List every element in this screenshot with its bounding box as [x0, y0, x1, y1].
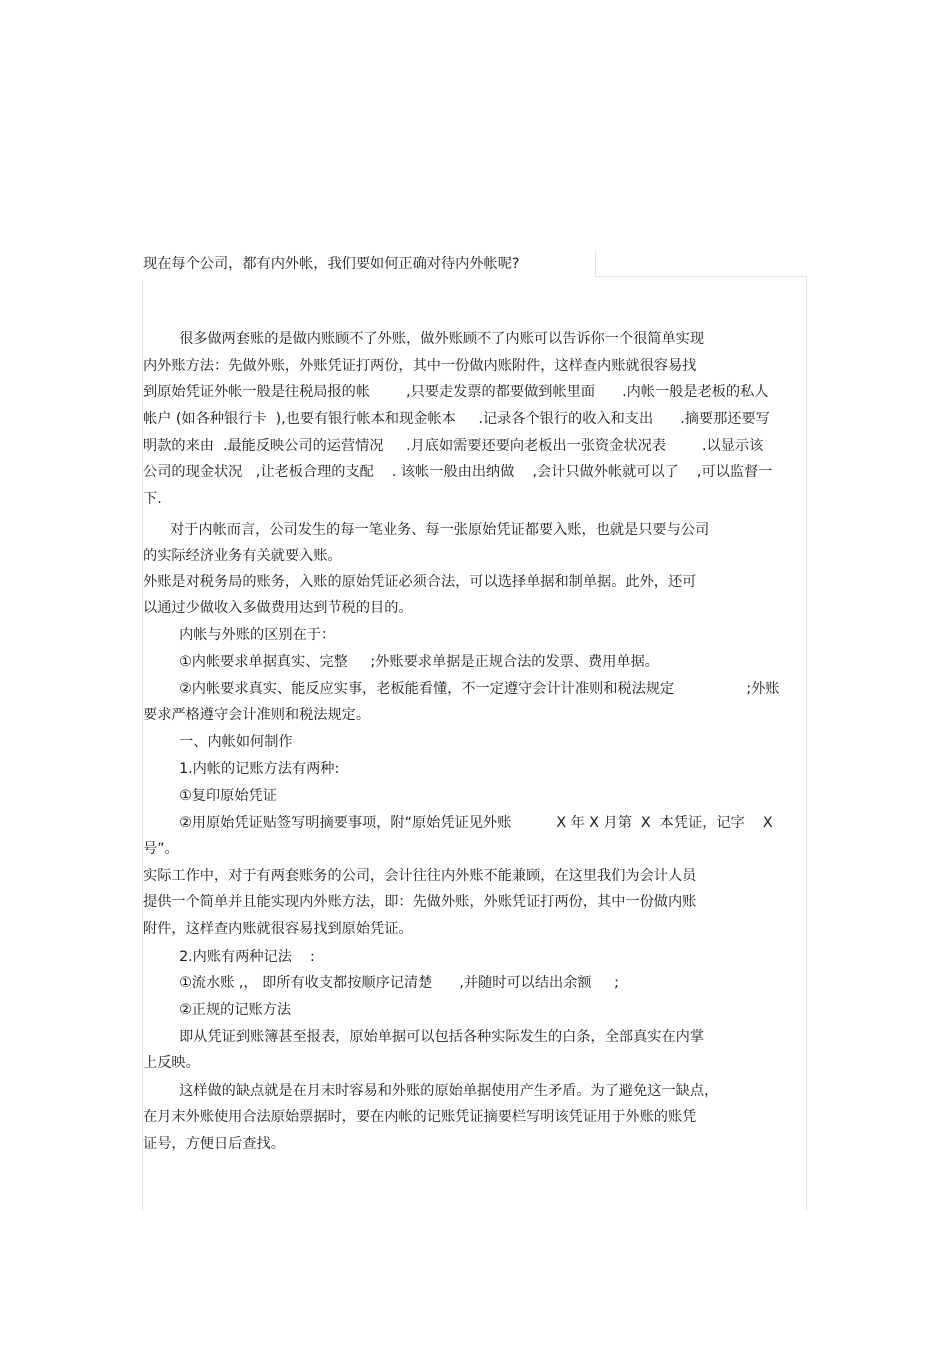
- body-line: 上反映。: [143, 1055, 200, 1071]
- body-line: 的实际经济业务有关就要入账。: [143, 548, 342, 564]
- body-line: 要求严格遵守会计准则和税法规定。: [143, 707, 371, 723]
- body-line: 号”。: [143, 841, 179, 857]
- body-line: 内外账方法：先做外账，外账凭证打两份，其中一份做内账附件，这样查内账就很容易找: [143, 358, 697, 374]
- body-line: 提供一个简单并且能实现内外账方法，即：先做外账，外账凭证打两份，其中一份做内账: [143, 894, 697, 910]
- body-line: 即从凭证到账簿甚至报表，原始单据可以包括各种实际发生的白条，全部真实在内掌: [143, 1029, 705, 1045]
- body-line: 附件，这样查内账就很容易找到原始凭证。: [143, 921, 413, 937]
- body-line: 很多做两套账的是做内账顾不了外账，做外账顾不了内账可以告诉你一个很简单实现: [143, 331, 705, 347]
- body-line: ①内帐要求单据真实、完整 ;外账要求单据是正规合法的发票、费用单据。: [143, 654, 659, 670]
- body-line: 一、内帐如何制作: [143, 734, 293, 750]
- body-line: 以通过少做收入多做费用达到节税的目的。: [143, 600, 413, 616]
- body-line: ②正规的记账方法: [143, 1002, 292, 1018]
- body-line: ②内帐要求真实、能反应实事，老板能看懂，不一定遵守会计计准则和税法规定 ;外账: [143, 681, 780, 697]
- body-line: 外账是对税务局的账务，入账的原始凭证必须合法，可以选择单据和制单据。此外，还可: [143, 574, 697, 590]
- frame-line-title-right: [595, 252, 596, 277]
- body-line: 公司的现金状况 ,让老板合理的支配 . 该帐一般由出纳做 ,会计只做外帐就可以了 ,可以监督一: [143, 464, 773, 480]
- body-line: 实际工作中，对于有两套账务的公司，会计往往内外账不能兼顾，在这里我们为会计人员: [143, 868, 697, 884]
- body-line: 到原始凭证外帐一般是往税局报的帐 ,只要走发票的都要做到帐里面 .内帐一般是老板的私人: [143, 384, 769, 400]
- body-line: ①流水账 ,， 即所有收支都按顺序记清楚 ,并随时可以结出余额 ;: [143, 975, 619, 991]
- body-line: 帐户 (如各种银行卡 ),也要有银行帐本和现金帐本 .记录各个银行的收入和支出 .摘要那还要写: [143, 411, 770, 427]
- body-line: ①复印原始凭证: [143, 788, 277, 804]
- frame-line-top: [595, 276, 806, 277]
- body-line: 对于内帐而言，公司发生的每一笔业务、每一张原始凭证都要入账，也就是只要与公司: [143, 522, 710, 538]
- body-line: 2.内账有两种记法 :: [143, 949, 315, 965]
- body-line: 1.内帐的记账方法有两种:: [143, 761, 340, 777]
- body-line: 证号，方便日后查找。: [143, 1136, 285, 1152]
- body-line: 内帐与外账的区别在于：: [143, 627, 336, 643]
- body-line: 这样做的缺点就是在月末时容易和外账的原始单据使用产生矛盾。为了避免这一缺点，: [143, 1083, 719, 1099]
- body-line: ②用原始凭证贴签写明摘要事项，附“原始凭证见外账 X 年 X 月第 X 本凭证，记字 X: [143, 815, 773, 831]
- body-line: 明款的来由 .最能反映公司的运营情况 .月底如需要还要向老板出一张资金状况表 .以显示该: [143, 438, 764, 454]
- body-line: 在月末外账使用合法原始票据时，要在内帐的记账凭证摘要栏写明该凭证用于外账的账凭: [143, 1109, 697, 1125]
- frame-line-right: [806, 276, 807, 1210]
- body-line: 下.: [143, 491, 162, 507]
- document-title: 现在每个公司，都有内外帐，我们要如何正确对待内外帐呢?: [143, 256, 520, 272]
